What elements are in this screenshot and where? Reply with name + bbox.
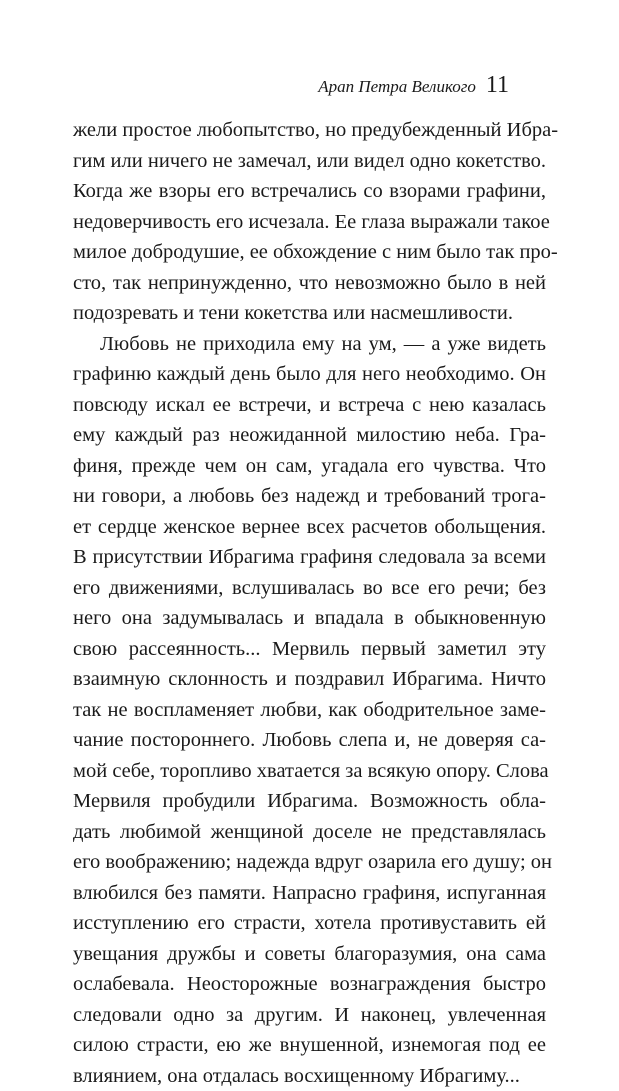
text-line: повсюду искал ее встречи, и встреча с нею казалась <box>73 390 546 421</box>
text-line: подозревать и тени кокетства или насмешливости. <box>73 298 546 329</box>
text-line: дать любимой женщиной доселе не представлялась <box>73 817 546 848</box>
text-line: Любовь не приходила ему на ум, — а уже видеть <box>73 329 546 360</box>
text-line: ни говори, а любовь без надежд и требований трога- <box>73 481 546 512</box>
text-line: финя, прежде чем он сам, угадала его чувства. Что <box>73 451 546 482</box>
text-line: влюбился без памяти. Напрасно графиня, испуганная <box>73 878 546 909</box>
text-line: гим или ничего не замечал, или видел одно кокетство. <box>73 146 546 177</box>
text-line: увещания дружбы и советы благоразумия, она сама <box>73 939 546 970</box>
text-line: графиню каждый день было для него необходимо. Он <box>73 359 546 390</box>
text-line: В присутствии Ибрагима графиня следовала за всеми <box>73 542 546 573</box>
text-line: его движениями, вслушивалась во все его речи; без <box>73 573 546 604</box>
text-line: чание постороннего. Любовь слепа и, не доверяя са- <box>73 725 546 756</box>
text-line: ет сердце женское вернее всех расчетов обольщения. <box>73 512 546 543</box>
text-line: недоверчивость его исчезала. Ее глаза выражали такое <box>73 207 546 238</box>
text-line: свою рассеянность... Мервиль первый заметил эту <box>73 634 546 665</box>
text-line: ослабевала. Неосторожные вознаграждения быстро <box>73 969 546 1000</box>
text-line: Мервиля пробудили Ибрагима. Возможность обла- <box>73 786 546 817</box>
text-line: влиянием, она отдалась восхищенному Ибрагиму... <box>73 1061 546 1091</box>
text-line: мой себе, торопливо хватается за всякую опору. Слова <box>73 756 546 787</box>
page-number: 11 <box>486 72 509 98</box>
text-line: исступлению его страсти, хотела противуставить ей <box>73 908 546 939</box>
text-line: сто, так непринужденно, что невозможно было в ней <box>73 268 546 299</box>
running-header-title: Арап Петра Великого <box>318 77 476 96</box>
text-line: ему каждый раз неожиданной милостию неба. Гра- <box>73 420 546 451</box>
text-line: него она задумывалась и впадала в обыкновенную <box>73 603 546 634</box>
text-line: взаимную склонность и поздравил Ибрагима. Ничто <box>73 664 546 695</box>
text-line: его воображению; надежда вдруг озарила его душу; он <box>73 847 546 878</box>
text-line: жели простое любопытство, но предубежденный Ибра- <box>73 115 546 146</box>
body-text <box>73 115 546 1091</box>
text-line: Когда же взоры его встречались со взорами графини, <box>73 176 546 207</box>
text-line: милое добродушие, ее обхождение с ним было так про- <box>73 237 546 268</box>
text-line: силою страсти, ею же внушенной, изнемогая под ее <box>73 1030 546 1061</box>
text-line: следовали одно за другим. И наконец, увлеченная <box>73 1000 546 1031</box>
text-line: так не воспламеняет любви, как ободрительное заме- <box>73 695 546 726</box>
running-header <box>0 72 509 99</box>
